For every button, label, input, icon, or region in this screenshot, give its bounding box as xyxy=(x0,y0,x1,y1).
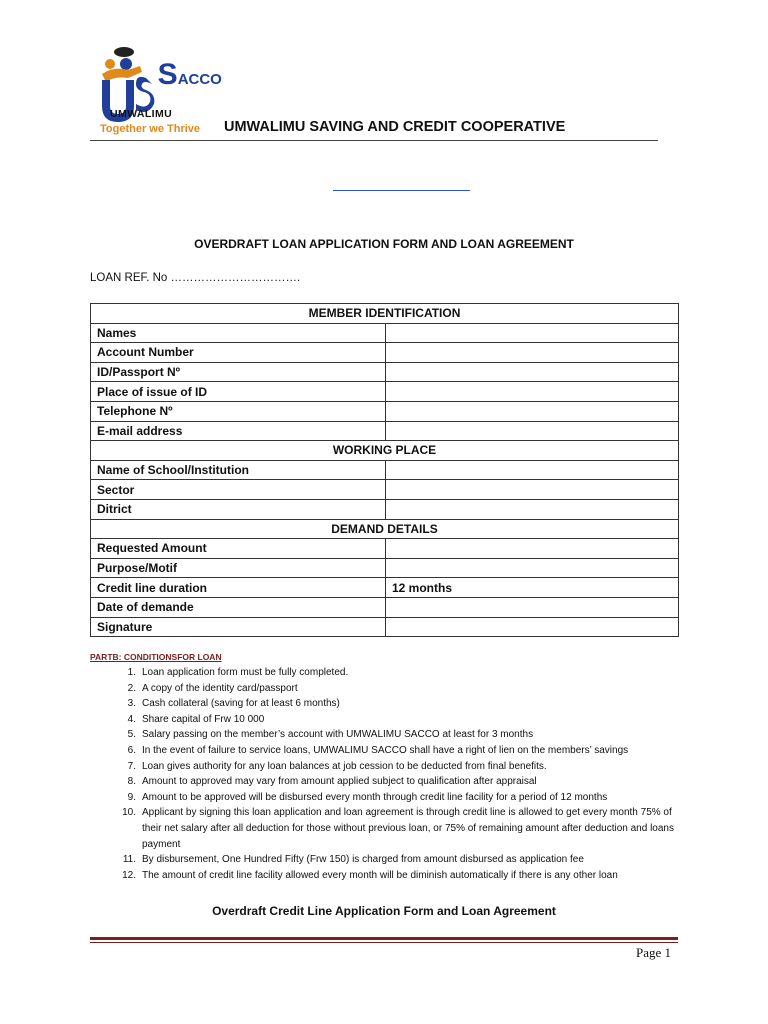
list-item xyxy=(90,805,690,852)
item-number: 5. xyxy=(127,729,136,741)
field-label: Credit line duration xyxy=(91,578,386,598)
field-label: Purpose/Motif xyxy=(91,558,386,578)
form-title: OVERDRAFT LOAN APPLICATION FORM AND LOAN AGREEMENT xyxy=(194,237,574,251)
telephone-field[interactable] xyxy=(386,401,679,421)
list-item xyxy=(90,759,690,775)
footer-divider-thin xyxy=(90,942,678,943)
item-number: 8. xyxy=(127,776,136,788)
conditions-heading: PARTB: CONDITIONSFOR LOAN xyxy=(90,652,222,662)
item-number: 6. xyxy=(127,744,136,756)
field-label: Names xyxy=(91,323,386,343)
field-label: Sector xyxy=(91,480,386,500)
table-row xyxy=(91,401,679,421)
table-row xyxy=(91,558,679,578)
field-label: Telephone Nº xyxy=(91,401,386,421)
table-row xyxy=(91,382,679,402)
field-label: Name of School/Institution xyxy=(91,460,386,480)
item-number: 12. xyxy=(122,869,136,881)
field-label: Requested Amount xyxy=(91,539,386,559)
item-text: Cash collateral (saving for at least 6 months) xyxy=(142,698,340,710)
section-row xyxy=(91,441,679,461)
table-row xyxy=(91,480,679,500)
place-of-issue-field[interactable] xyxy=(386,382,679,402)
section-demand-details: DEMAND DETAILS xyxy=(91,519,679,539)
list-item xyxy=(90,727,690,743)
credit-line-duration-value: 12 months xyxy=(386,578,679,598)
list-item xyxy=(90,868,690,884)
list-item xyxy=(90,790,690,806)
member-form-table xyxy=(90,303,679,637)
list-item xyxy=(90,852,690,868)
table-row xyxy=(91,617,679,637)
list-item xyxy=(90,665,690,681)
table-row xyxy=(91,460,679,480)
table-row xyxy=(91,323,679,343)
item-number: 7. xyxy=(127,760,136,772)
footer-divider-thick xyxy=(90,937,678,940)
purpose-field[interactable] xyxy=(386,558,679,578)
table-row xyxy=(91,539,679,559)
logo-sub-text: UMWALIMU xyxy=(110,108,173,120)
item-number: 2. xyxy=(127,682,136,694)
table-row xyxy=(91,578,679,598)
id-passport-field[interactable] xyxy=(386,362,679,382)
signature-field[interactable] xyxy=(386,617,679,637)
item-number: 9. xyxy=(127,791,136,803)
list-item xyxy=(90,712,690,728)
field-label: Ditrict xyxy=(91,499,386,519)
blank-link-underline xyxy=(333,190,470,191)
requested-amount-field[interactable] xyxy=(386,539,679,559)
logo-brand-s: S xyxy=(157,58,178,91)
section-row xyxy=(91,304,679,324)
field-label: Date of demande xyxy=(91,597,386,617)
loan-ref-field[interactable]: LOAN REF. No ……………………………. xyxy=(90,272,301,284)
field-label: E-mail address xyxy=(91,421,386,441)
account-number-field[interactable] xyxy=(386,343,679,363)
list-item xyxy=(90,681,690,697)
table-row xyxy=(91,343,679,363)
logo-tagline: Together we Thrive xyxy=(100,123,201,135)
item-text: By disbursement, One Hundred Fifty (Frw 150) is charged from amount disbursed as application fee xyxy=(142,854,584,866)
item-number: 10. xyxy=(122,807,136,819)
district-field[interactable] xyxy=(386,499,679,519)
school-institution-field[interactable] xyxy=(386,460,679,480)
conditions-list xyxy=(90,665,690,883)
header-divider xyxy=(90,140,658,141)
usacco-logo xyxy=(96,44,226,124)
item-number: 1. xyxy=(127,667,136,678)
item-text: A copy of the identity card/passport xyxy=(142,682,298,694)
field-label: ID/Passport Nº xyxy=(91,362,386,382)
footer-title: Overdraft Credit Line Application Form and Loan Agreement xyxy=(212,904,556,918)
field-label: Signature xyxy=(91,617,386,637)
item-text: Amount to be approved will be disbursed every month through credit line facility for a period of 12 months xyxy=(142,791,608,803)
section-working-place: WORKING PLACE xyxy=(91,441,679,461)
item-number: 3. xyxy=(127,698,136,710)
logo-brand-text xyxy=(136,58,222,92)
sector-field[interactable] xyxy=(386,480,679,500)
section-row xyxy=(91,519,679,539)
logo-brand-rest: ACCO xyxy=(177,71,222,88)
item-text: Applicant by signing this loan application and loan agreement is through credit line is allowed to get every month 75% of their net salary after all deduction for those without previous loan, or 75% of remaining amount after deduction and loans payment xyxy=(142,807,674,850)
item-text: Loan application form must be fully completed. xyxy=(142,667,349,678)
item-text: Salary passing on the member’s account with UMWALIMU SACCO at least for 3 months xyxy=(142,729,534,741)
item-text: The amount of credit line facility allowed every month will be diminish automatically if there is any other loan xyxy=(142,869,618,881)
names-field[interactable] xyxy=(386,323,679,343)
item-number: 11. xyxy=(122,854,136,866)
date-of-demand-field[interactable] xyxy=(386,597,679,617)
table-row xyxy=(91,597,679,617)
table-row xyxy=(91,362,679,382)
table-row xyxy=(91,499,679,519)
list-item xyxy=(90,774,690,790)
page-number: Page 1 xyxy=(636,945,672,960)
list-item xyxy=(90,696,690,712)
field-label: Account Number xyxy=(91,343,386,363)
item-text: Share capital of Frw 10 000 xyxy=(142,713,265,725)
table-row xyxy=(91,421,679,441)
email-field[interactable] xyxy=(386,421,679,441)
section-member-identification: MEMBER IDENTIFICATION xyxy=(91,304,679,324)
item-number: 4. xyxy=(127,713,136,725)
item-text: Loan gives authority for any loan balances at job cession to be deducted from final benefits. xyxy=(142,760,547,772)
item-text: Amount to approved may vary from amount applied subject to qualification after appraisal xyxy=(142,776,537,788)
field-label: Place of issue of ID xyxy=(91,382,386,402)
item-text: In the event of failure to service loans, UMWALIMU SACCO shall have a right of lien on the members’ savings xyxy=(142,744,629,756)
list-item xyxy=(90,743,690,759)
organization-name: UMWALIMU SAVING AND CREDIT COOPERATIVE xyxy=(224,119,566,135)
